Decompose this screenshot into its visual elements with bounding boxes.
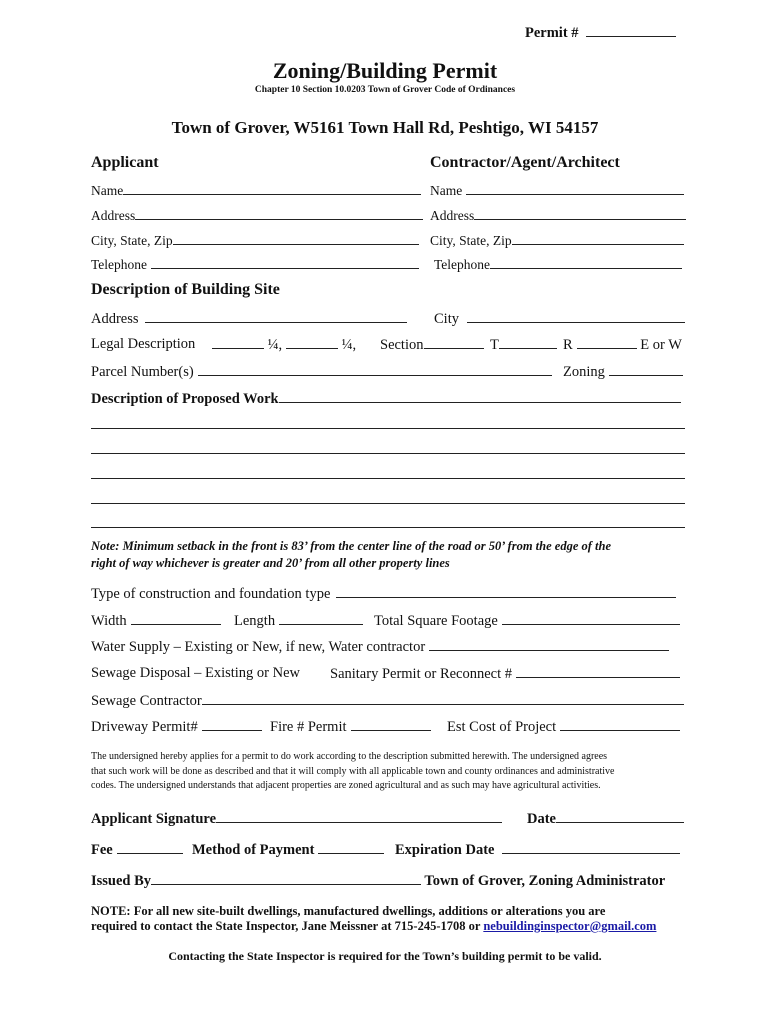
site-address-input[interactable] xyxy=(145,310,407,323)
applicant-telephone-label: Telephone xyxy=(91,257,148,272)
contractor-name-field xyxy=(430,182,684,199)
zoning-administrator-label: Town of Grover, Zoning Administrator xyxy=(424,873,666,889)
date-field xyxy=(527,810,684,828)
est-cost-field xyxy=(447,718,680,736)
length-input[interactable] xyxy=(279,612,363,625)
quarter-one-field xyxy=(212,336,282,354)
driveway-permit-input[interactable] xyxy=(202,718,262,731)
quarter-two-label: ¼, xyxy=(341,337,357,353)
sanitary-permit-label: Sanitary Permit or Reconnect # xyxy=(330,666,513,682)
water-supply-label: Water Supply – Existing or New, if new, Water contractor xyxy=(91,639,426,655)
contractor-name-input[interactable] xyxy=(466,182,684,195)
contractor-city-field xyxy=(430,232,684,249)
method-of-payment-input[interactable] xyxy=(318,841,384,854)
zoning-field xyxy=(563,363,683,381)
method-of-payment-field xyxy=(192,841,384,859)
township-input[interactable] xyxy=(499,336,557,349)
expiration-date-field xyxy=(395,841,680,859)
applicant-heading: Applicant xyxy=(91,154,159,171)
proposed-work-line-3[interactable] xyxy=(91,478,685,479)
declaration-line-1: The undersigned hereby applies for a permit to do work according to the description submitted herewith. The undersigned agrees xyxy=(91,751,608,762)
length-field xyxy=(234,612,363,630)
applicant-telephone-input[interactable] xyxy=(151,256,419,269)
contractor-city-label: City, State, Zip xyxy=(430,233,512,248)
proposed-work-line-1[interactable] xyxy=(91,428,685,429)
applicant-name-field xyxy=(91,182,421,199)
sewage-contractor-input[interactable] xyxy=(202,692,684,705)
width-field xyxy=(91,612,221,630)
construction-type-label: Type of construction and foundation type xyxy=(91,586,331,602)
inspector-email-link[interactable]: nebuildinginspector@gmail.com xyxy=(483,919,657,933)
proposed-work-heading: Description of Proposed Work xyxy=(91,391,279,407)
issued-by-label: Issued By xyxy=(91,873,152,889)
quarter-one-label: ¼, xyxy=(267,337,283,353)
issued-by-input[interactable] xyxy=(151,872,421,885)
applicant-name-label: Name xyxy=(91,183,124,198)
setback-note-line-2: right of way whichever is greater and 20’ from all other property lines xyxy=(91,556,450,570)
page-title: Zoning/Building Permit xyxy=(272,58,498,83)
section-field xyxy=(380,336,484,354)
town-address-line: Town of Grover, W5161 Town Hall Rd, Peshtigo, WI 54157 xyxy=(171,118,599,137)
applicant-signature-input[interactable] xyxy=(216,810,502,823)
quarter-two-input[interactable] xyxy=(286,336,338,349)
section-label: Section xyxy=(380,337,424,353)
sanitary-permit-field xyxy=(330,665,680,683)
zoning-input[interactable] xyxy=(609,363,683,376)
site-address-label: Address xyxy=(91,311,139,327)
state-inspector-note-line-2 xyxy=(91,919,656,934)
proposed-work-line-5[interactable] xyxy=(91,527,685,528)
applicant-name-input[interactable] xyxy=(123,182,421,195)
state-inspector-note-line-1: NOTE: For all new site-built dwellings, manufactured dwellings, additions or alterations you are xyxy=(91,904,606,918)
applicant-signature-field xyxy=(91,810,502,828)
range-input[interactable] xyxy=(577,336,637,349)
width-label: Width xyxy=(91,613,127,629)
proposed-work-field xyxy=(91,390,681,408)
sewage-disposal-label: Sewage Disposal – Existing or New xyxy=(91,665,301,681)
setback-note-line-1: Note: Minimum setback in the front is 83’ from the center line of the road or 50’ from the edge of the xyxy=(91,539,612,553)
contractor-heading: Contractor/Agent/Architect xyxy=(430,154,620,171)
page-subtitle: Chapter 10 Section 10.0203 Town of Grover Code of Ordinances xyxy=(254,85,516,95)
contractor-telephone-field xyxy=(434,256,682,273)
declaration-line-2: that such work will be done as described and that it will comply with all applicable town and county ordinances and administrative xyxy=(91,766,615,777)
zoning-label: Zoning xyxy=(563,364,605,380)
contractor-telephone-input[interactable] xyxy=(490,256,682,269)
parcel-number-label: Parcel Number(s) xyxy=(91,364,194,380)
est-cost-label: Est Cost of Project xyxy=(447,719,557,735)
state-inspector-contact: required to contact the State Inspector, Jane Meissner at 715-245-1708 or xyxy=(91,919,481,933)
township-label: T xyxy=(490,337,499,353)
driveway-permit-field xyxy=(91,718,262,736)
contractor-address-field xyxy=(430,207,686,224)
building-site-heading: Description of Building Site xyxy=(91,281,280,298)
parcel-number-input[interactable] xyxy=(198,363,552,376)
contractor-name-label: Name xyxy=(430,183,463,198)
final-requirement-note: Contacting the State Inspector is required for the Town’s building permit to be valid. xyxy=(168,949,602,963)
quarter-two-field xyxy=(286,336,356,354)
total-square-footage-label: Total Square Footage xyxy=(374,613,498,629)
sewage-contractor-label: Sewage Contractor xyxy=(91,693,202,709)
site-city-label: City xyxy=(434,311,459,327)
declaration-line-3: codes. The undersigned understands that adjacent properties are zoned agricultural and as such may have agricultural activities. xyxy=(91,780,601,791)
permit-number-field xyxy=(525,24,676,42)
fee-label: Fee xyxy=(91,842,113,858)
fire-permit-field xyxy=(270,718,431,736)
range-label: R xyxy=(563,337,573,353)
driveway-permit-label: Driveway Permit# xyxy=(91,719,198,735)
fee-field xyxy=(91,841,183,859)
water-supply-field xyxy=(91,638,669,656)
construction-type-field xyxy=(91,585,676,603)
length-label: Length xyxy=(234,613,276,629)
sewage-contractor-field xyxy=(91,692,684,710)
east-west-label: E or W xyxy=(640,337,682,353)
permit-number-line[interactable] xyxy=(586,24,676,37)
permit-number-label: Permit # xyxy=(525,25,579,41)
site-address-field xyxy=(91,310,407,328)
parcel-number-field xyxy=(91,363,552,381)
date-label: Date xyxy=(527,811,556,827)
fire-permit-input[interactable] xyxy=(351,718,431,731)
total-square-footage-field xyxy=(374,612,680,630)
quarter-one-input[interactable] xyxy=(212,336,264,349)
fee-input[interactable] xyxy=(117,841,183,854)
contractor-telephone-label: Telephone xyxy=(434,257,491,272)
applicant-address-label: Address xyxy=(91,208,136,223)
total-square-footage-input[interactable] xyxy=(502,612,680,625)
method-of-payment-label: Method of Payment xyxy=(192,842,315,858)
date-input[interactable] xyxy=(556,810,684,823)
sanitary-permit-input[interactable] xyxy=(516,665,680,678)
contractor-address-input[interactable] xyxy=(474,207,686,220)
fire-permit-label: Fire # Permit xyxy=(270,719,347,735)
applicant-city-label: City, State, Zip xyxy=(91,233,173,248)
range-field xyxy=(563,336,682,354)
proposed-work-line-2[interactable] xyxy=(91,453,685,454)
width-input[interactable] xyxy=(131,612,221,625)
water-contractor-input[interactable] xyxy=(429,638,669,651)
contractor-address-label: Address xyxy=(430,208,475,223)
issued-by-field xyxy=(91,872,665,890)
proposed-work-input[interactable] xyxy=(279,390,681,403)
applicant-city-input[interactable] xyxy=(173,232,419,245)
construction-type-input[interactable] xyxy=(336,585,676,598)
township-field xyxy=(490,336,557,354)
expiration-date-label: Expiration Date xyxy=(395,842,495,858)
applicant-telephone-field xyxy=(91,256,419,273)
applicant-address-field xyxy=(91,207,423,224)
legal-description-label: Legal Description xyxy=(91,336,196,352)
section-input[interactable] xyxy=(424,336,484,349)
site-city-input[interactable] xyxy=(467,310,685,323)
contractor-city-input[interactable] xyxy=(512,232,684,245)
est-cost-input[interactable] xyxy=(560,718,680,731)
applicant-city-field xyxy=(91,232,419,249)
proposed-work-line-4[interactable] xyxy=(91,503,685,504)
applicant-signature-label: Applicant Signature xyxy=(91,811,217,827)
expiration-date-input[interactable] xyxy=(502,841,680,854)
applicant-address-input[interactable] xyxy=(135,207,423,220)
site-city-field xyxy=(434,310,685,328)
